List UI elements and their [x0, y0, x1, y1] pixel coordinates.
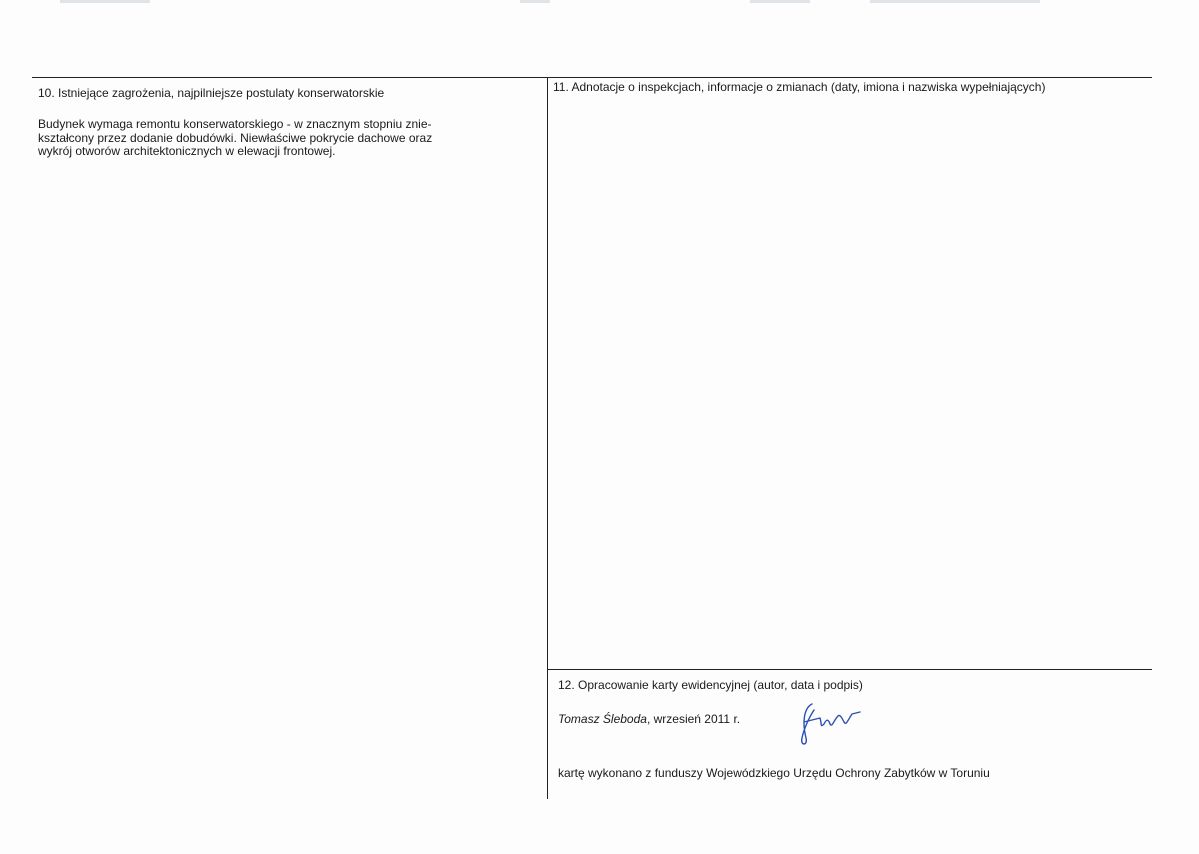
scan-artifact: [60, 0, 150, 3]
section-11-title: 11. Adnotacje o inspekcjach, informacje o zmianach (daty, imiona i nazwiska wypełniających): [553, 80, 1046, 94]
section-10-body-line: kształcony przez dodanie dobudówki. Niewłaściwe pokrycie dachowe oraz: [38, 130, 433, 145]
section-10-body: [38, 118, 538, 159]
author-line: [558, 712, 740, 726]
author-name: Tomasz Śleboda: [558, 712, 647, 726]
form-section-12-rule: [547, 669, 1152, 670]
scan-artifact: [520, 0, 550, 3]
signature-icon: [790, 698, 880, 748]
section-10-body-line: wykrój otworów architektonicznych w elewacji frontowej.: [38, 144, 336, 158]
form-top-rule: [32, 77, 1152, 78]
section-10-body-line: Budynek wymaga remontu konserwatorskiego - w znacznym stopniu znie-: [38, 117, 432, 131]
scan-artifact: [870, 0, 1040, 3]
funding-note: kartę wykonano z funduszy Wojewódzkiego Urzędu Ochrony Zabytków w Toruniu: [558, 766, 990, 780]
scan-artifact: [750, 0, 810, 3]
form-column-divider: [547, 77, 548, 799]
author-date: , wrzesień 2011 r.: [646, 712, 741, 726]
section-12-title: 12. Opracowanie karty ewidencyjnej (autor, data i podpis): [558, 678, 863, 692]
section-10-title: 10. Istniejące zagrożenia, najpilniejsze postulaty konserwatorskie: [38, 86, 385, 100]
